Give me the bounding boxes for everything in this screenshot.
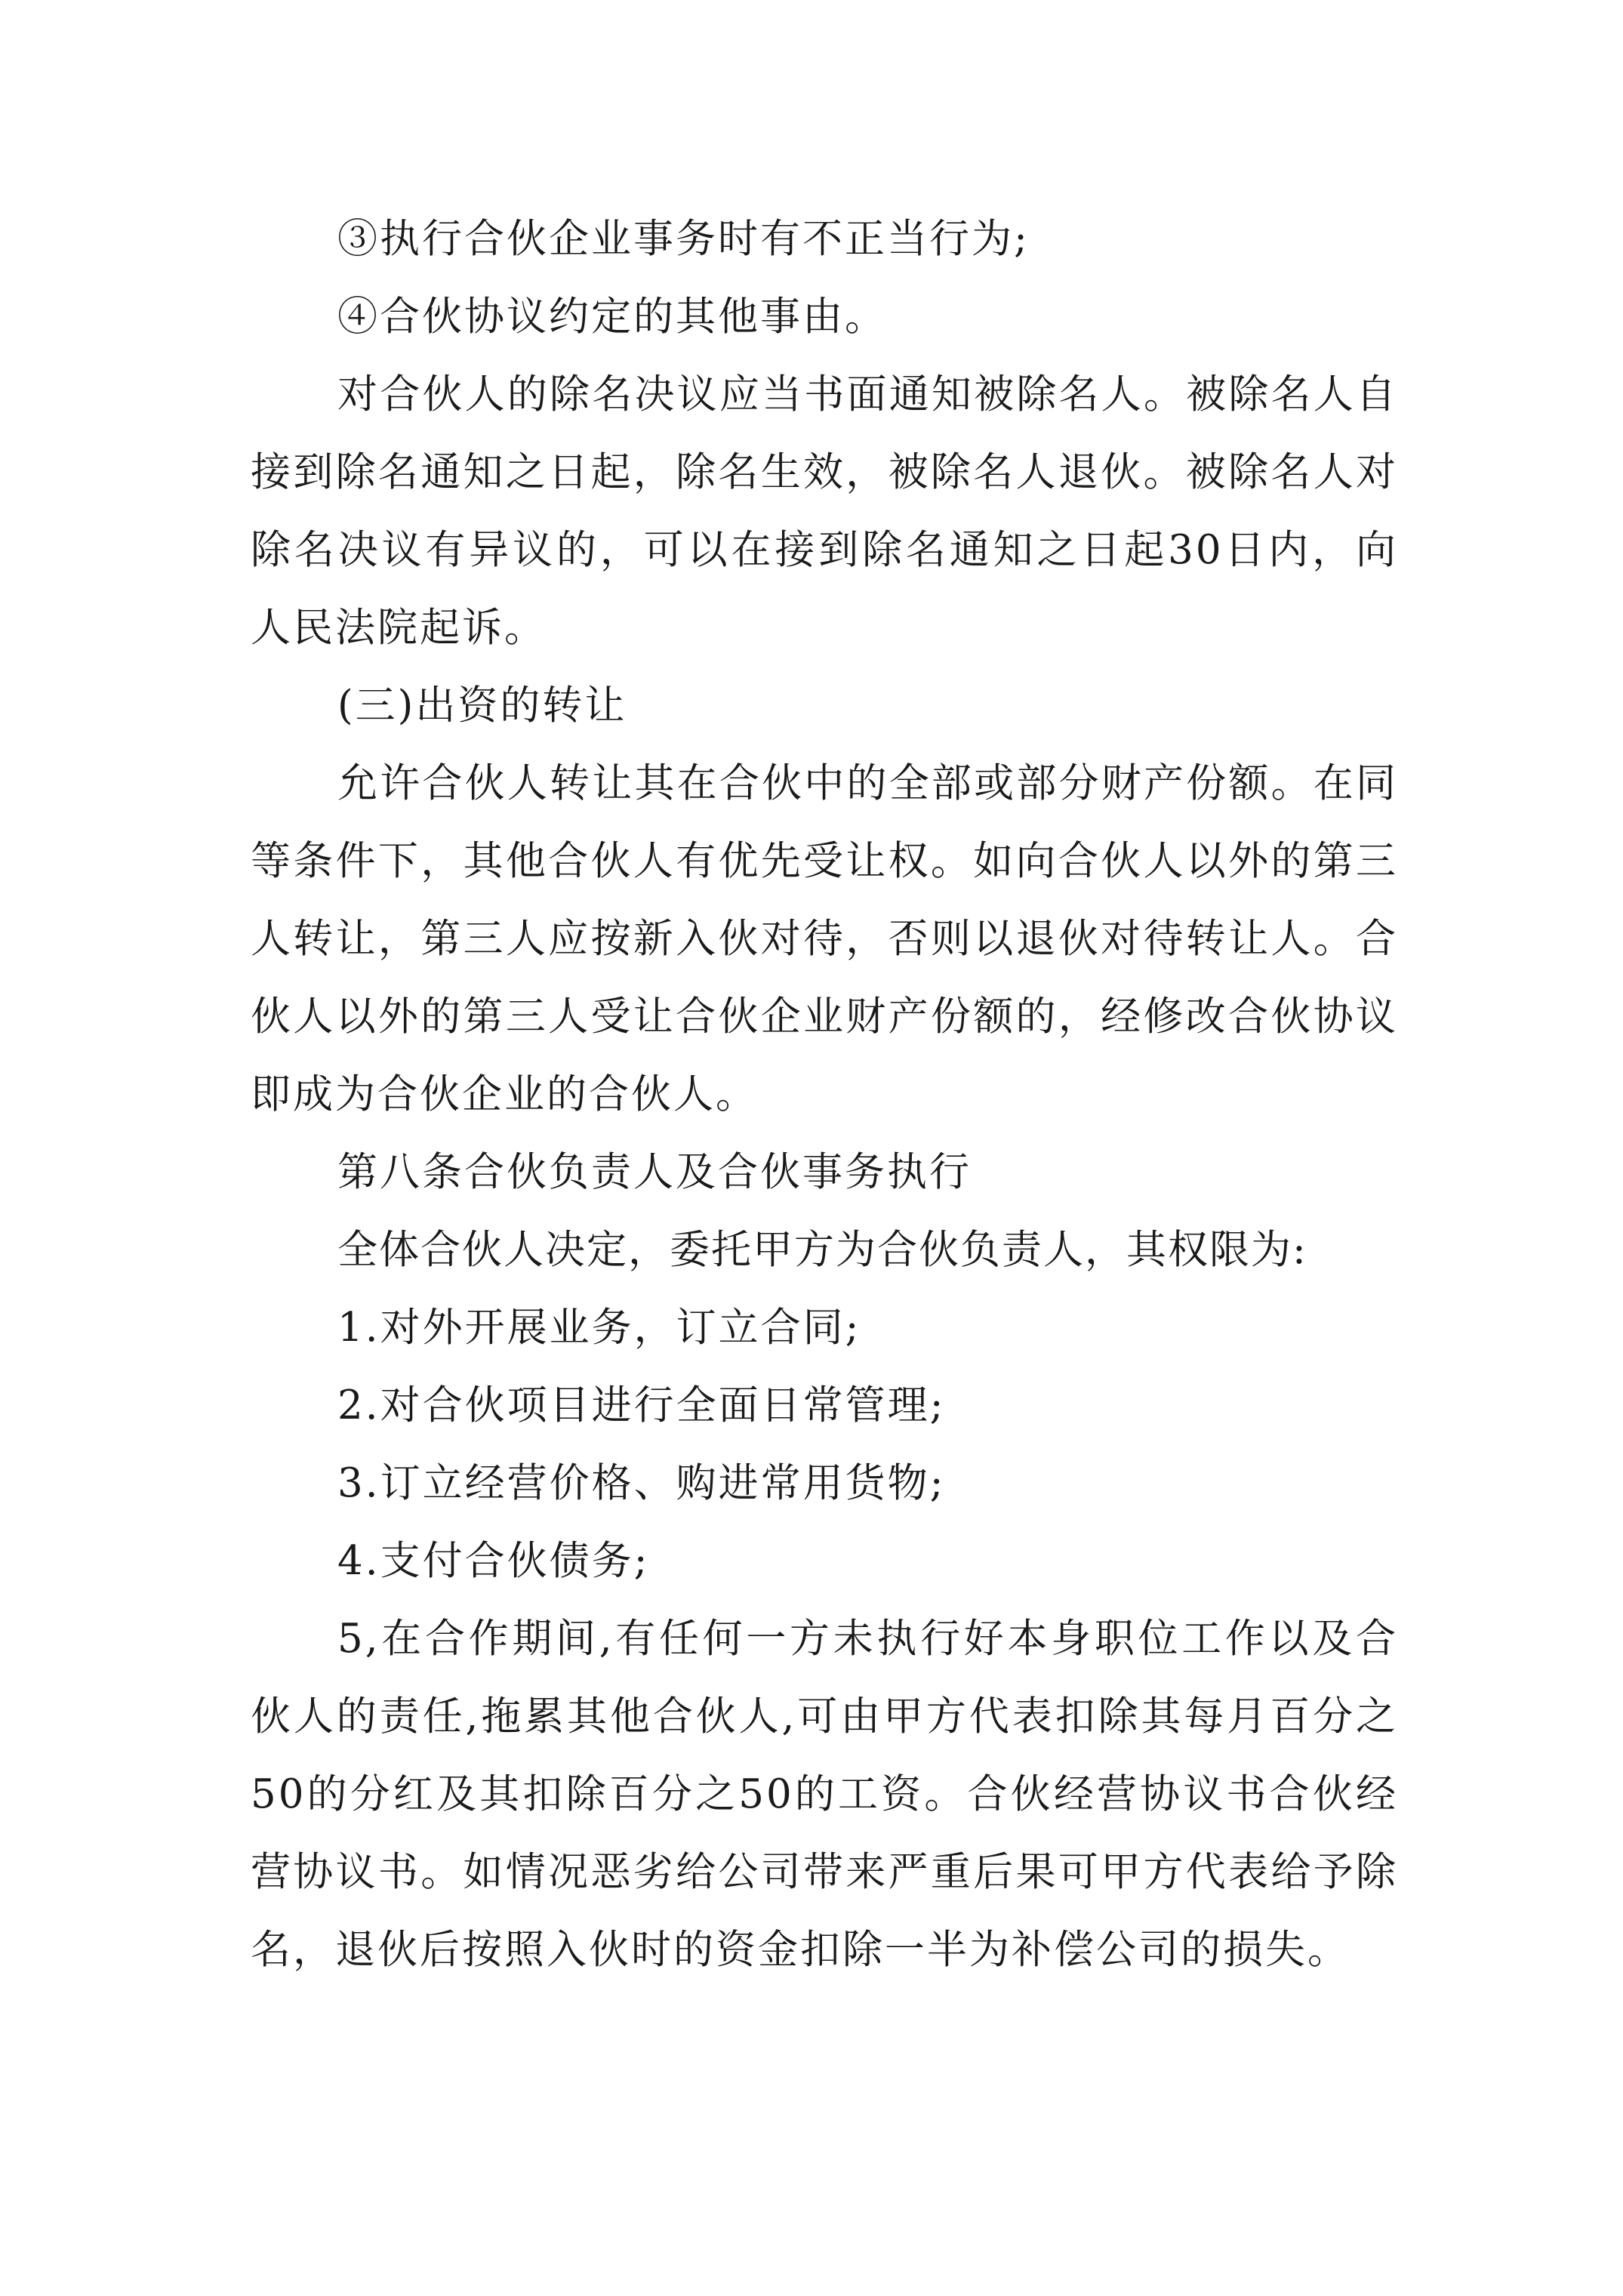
paragraph-item-4: ④合伙协议约定的其他事由。	[337, 294, 887, 340]
section-heading-capital-transfer: (三)出资的转让	[337, 683, 627, 729]
list-item-2: 2.对合伙项目进行全面日常管理;	[337, 1382, 946, 1428]
paragraph-item-3: ③执行合伙企业事务时有不正当行为;	[337, 216, 1030, 262]
document-body	[251, 200, 1398, 1989]
paragraph-expulsion-notice: 对合伙人的除名决议应当书面通知被除名人。被除名人自接到除名通知之日起，除名生效，被除名人退伙。被除名人对除名决议有异议的，可以在接到除名通知之日起30日内，向人民法院起诉。	[251, 371, 1398, 651]
article-heading-8: 第八条合伙负责人及合伙事务执行	[337, 1149, 972, 1195]
list-item-4: 4.支付合伙债务;	[337, 1538, 650, 1584]
list-item-3: 3.订立经营价格、购进常用货物;	[337, 1460, 946, 1506]
paragraph-capital-transfer: 允许合伙人转让其在合伙中的全部或部分财产份额。在同等条件下，其他合伙人有优先受让权。如向合伙人以外的第三人转让，第三人应按新入伙对待，否则以退伙对待转让人。合伙人以外的第三人受让合伙企业财产份额的，经修改合伙协议即成为合伙企业的合伙人。	[251, 760, 1398, 1117]
paragraph-authority-intro: 全体合伙人决定，委托甲方为合伙负责人，其权限为:	[337, 1227, 1307, 1273]
list-item-1: 1.对外开展业务，订立合同;	[337, 1305, 861, 1351]
list-item-5: 5,在合作期间,有任何一方未执行好本身职位工作以及合伙人的责任,拖累其他合伙人,可由甲方代表扣除其每月百分之50的分红及其扣除百分之50的工资。合伙经营协议书合伙经营协议书。如情况恶劣给公司带来严重后果可甲方代表给予除名，退伙后按照入伙时的资金扣除一半为补偿公司的损失。	[251, 1616, 1398, 1973]
